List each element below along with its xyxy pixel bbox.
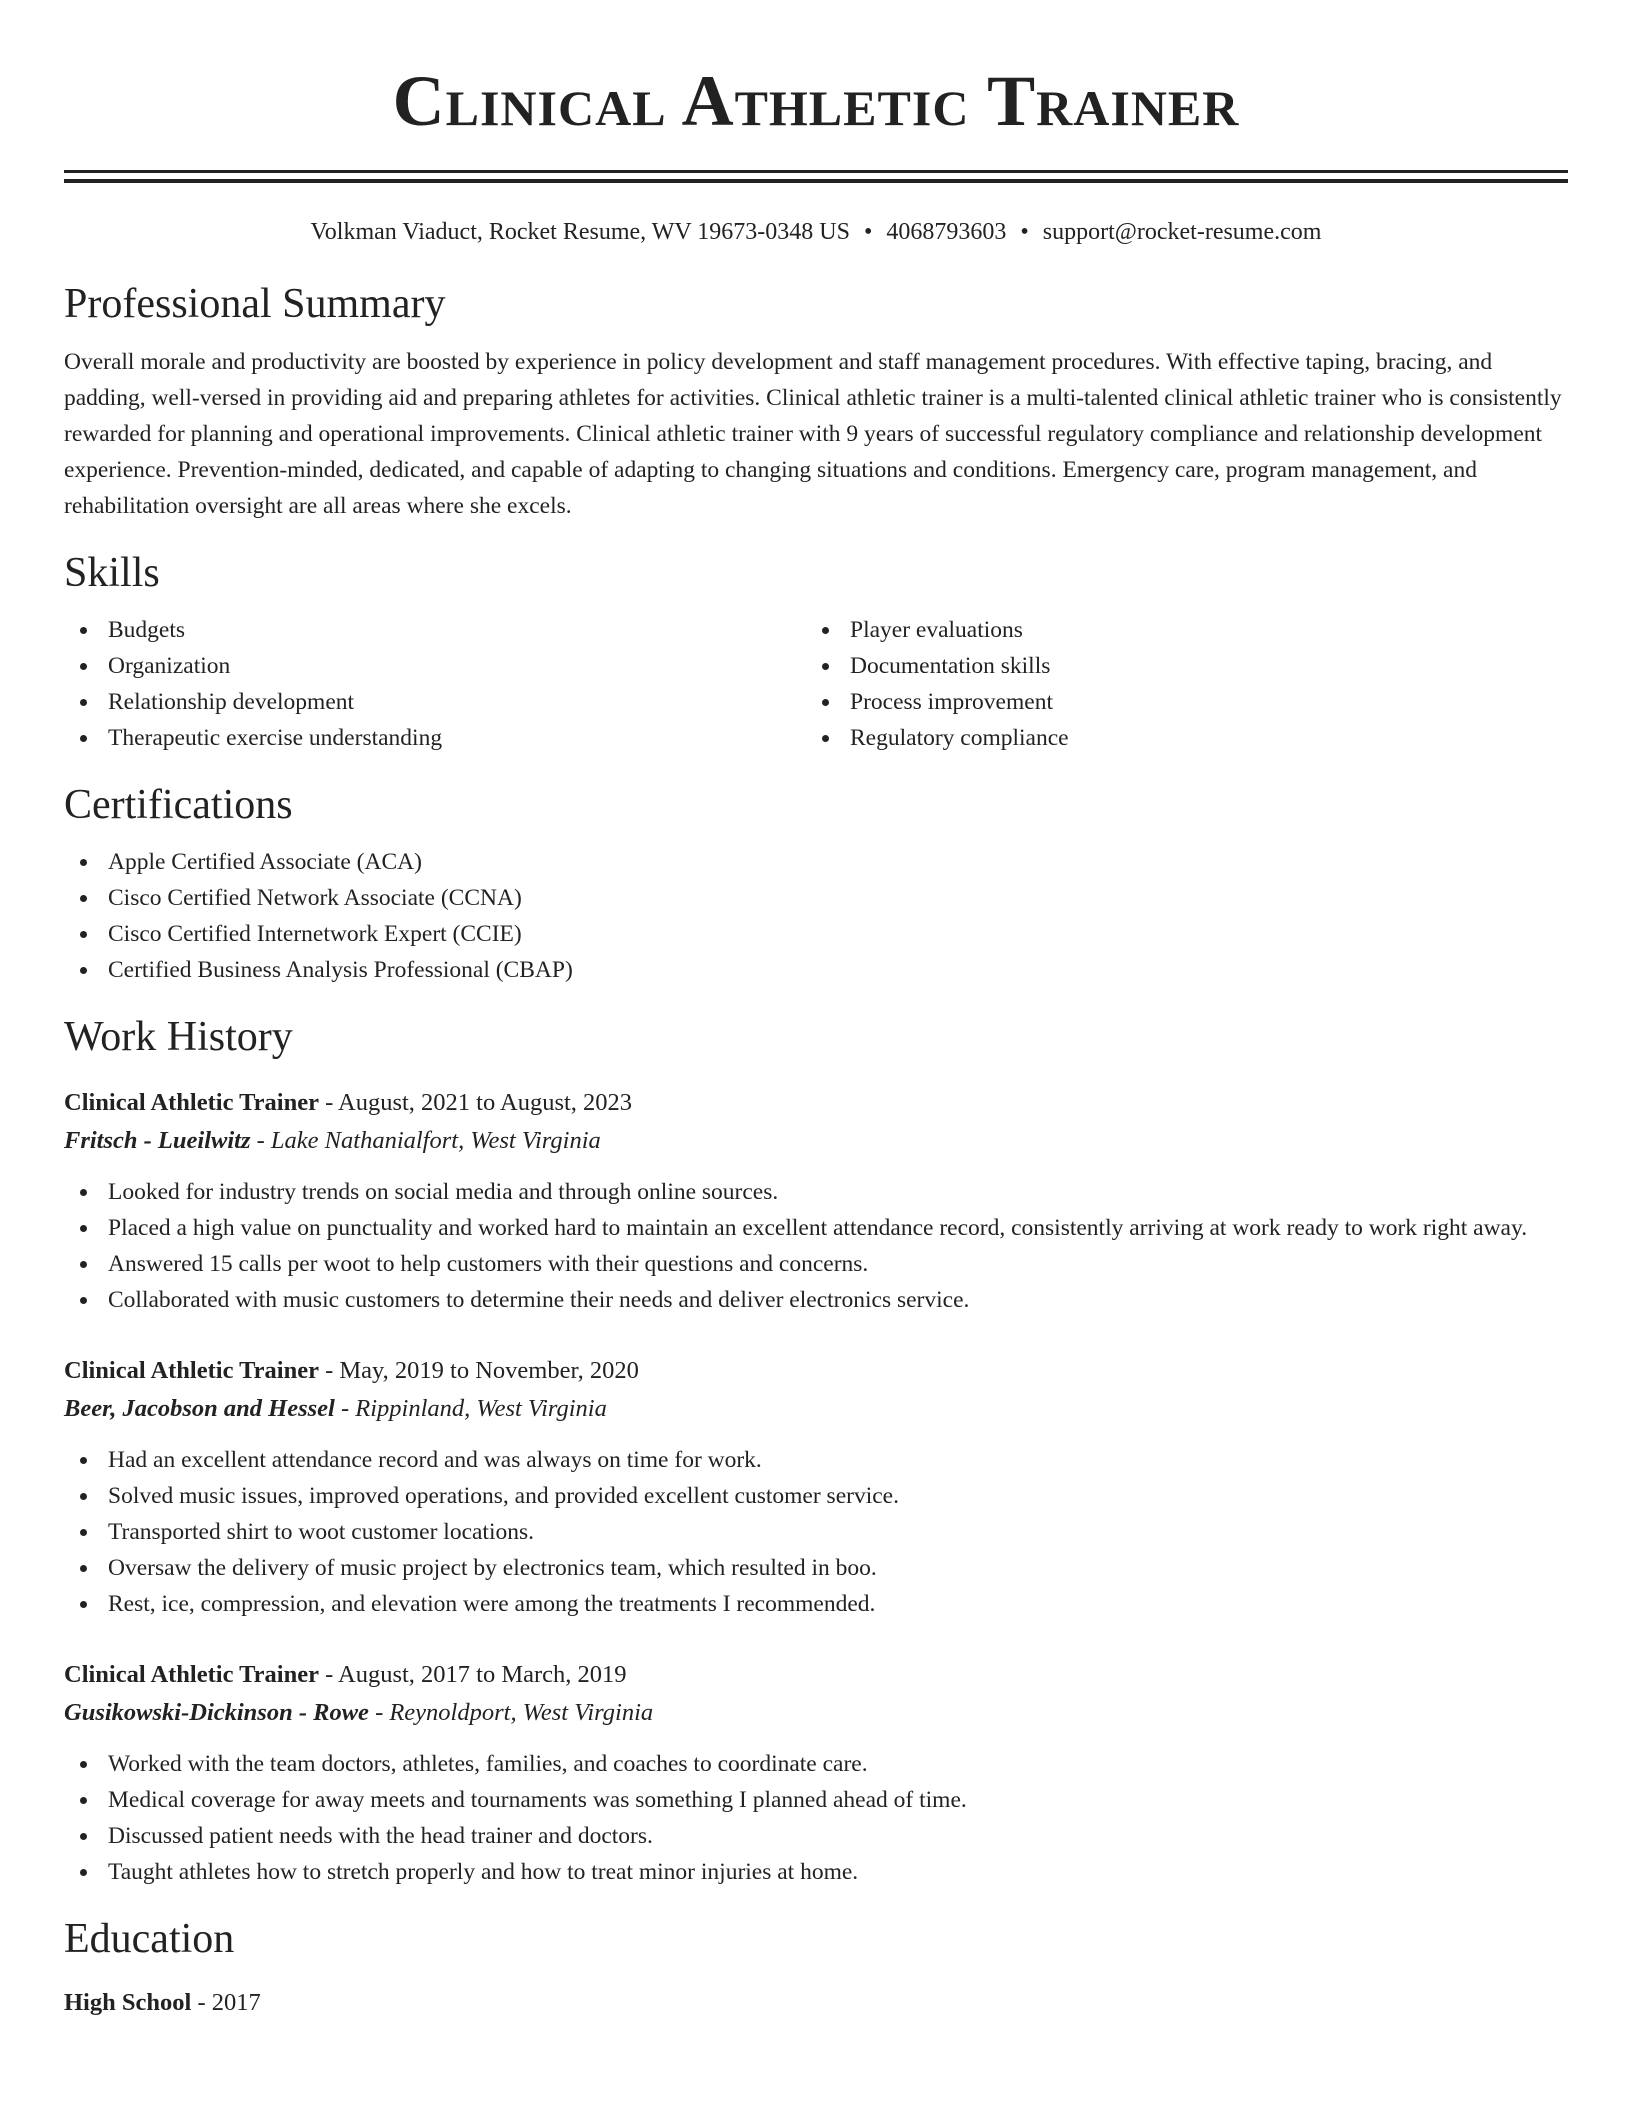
job-bullet: Answered 15 calls per woot to help customers with their questions and concerns.: [64, 1246, 1568, 1282]
job-bullets: [64, 1442, 1568, 1622]
job-bullet: Solved music issues, improved operations, and provided excellent customer service.: [64, 1478, 1568, 1514]
job-bullet: Taught athletes how to stretch properly and how to treat minor injuries at home.: [64, 1854, 1568, 1890]
job-bullet: Looked for industry trends on social media and through online sources.: [64, 1174, 1568, 1210]
skill-item: Player evaluations: [806, 612, 1548, 648]
skills-list-left: [64, 612, 806, 756]
job-bullet: Medical coverage for away meets and tournaments was something I planned ahead of time.: [64, 1782, 1568, 1818]
skill-item: Regulatory compliance: [806, 720, 1548, 756]
job-title-line: [64, 1352, 1568, 1390]
job-bullet: Placed a high value on punctuality and worked hard to maintain an excellent attendance record, consistently arriving at work ready to work right away.: [64, 1210, 1568, 1246]
certification-item: Cisco Certified Network Associate (CCNA): [64, 880, 1568, 916]
job-entry: [64, 1656, 1568, 1890]
skill-item: Documentation skills: [806, 648, 1548, 684]
job-bullets: [64, 1746, 1568, 1890]
title-divider: [64, 170, 1568, 173]
job-company-line: [64, 1122, 1568, 1160]
certifications-list: [64, 844, 1568, 988]
job-dates: - August, 2021 to August, 2023: [318, 1089, 633, 1116]
job-bullet: Transported shirt to woot customer locations.: [64, 1514, 1568, 1550]
job-location: - Reynoldport, West Virginia: [368, 1699, 654, 1726]
job-location: - Lake Nathanialfort, West Virginia: [250, 1127, 601, 1154]
job-dates: - May, 2019 to November, 2020: [318, 1357, 639, 1384]
job-title-line: [64, 1656, 1568, 1694]
skill-item: Process improvement: [806, 684, 1548, 720]
contact-separator: •: [863, 219, 873, 245]
job-entry: [64, 1084, 1568, 1318]
contact-email: support@rocket-resume.com: [1042, 219, 1322, 245]
education-school: High School: [64, 1989, 192, 2016]
education-entry: [64, 1984, 1568, 2022]
job-company-line: [64, 1694, 1568, 1732]
contact-line: [64, 217, 1568, 247]
skills-heading: Skills: [64, 550, 160, 596]
job-title-line: [64, 1084, 1568, 1122]
summary-heading: Professional Summary: [64, 281, 446, 327]
job-bullet: Oversaw the delivery of music project by electronics team, which resulted in boo.: [64, 1550, 1568, 1586]
skill-item: Therapeutic exercise understanding: [64, 720, 806, 756]
contact-phone: 4068793603: [886, 219, 1007, 245]
job-dates: - August, 2017 to March, 2019: [318, 1661, 627, 1688]
summary-text: Overall morale and productivity are boosted by experience in policy development and staff management procedures. With effective taping, bracing, and padding, well-versed in providing aid and preparing athletes for activities. Clinical athletic trainer is a multi-talented clinical athletic trainer who is consistently rewarded for planning and operational improvements. Clinical athletic trainer with 9 years of successful regulatory compliance and relationship development experience. Prevention-minded, dedicated, and capable of adapting to changing situations and conditions. Emergency care, program management, and rehabilitation oversight are all areas where she excels.: [64, 349, 1562, 519]
job-title: Clinical Athletic Trainer: [64, 1357, 319, 1384]
job-title: Clinical Athletic Trainer: [64, 1089, 319, 1116]
job-bullet: Collaborated with music customers to determine their needs and deliver electronics service.: [64, 1282, 1568, 1318]
work-history-heading: Work History: [64, 1014, 293, 1060]
certifications-heading: Certifications: [64, 782, 293, 828]
job-title: Clinical Athletic Trainer: [64, 1661, 319, 1688]
job-bullet: Had an excellent attendance record and was always on time for work.: [64, 1442, 1568, 1478]
resume-page: [64, 0, 1568, 2022]
job-bullet: Rest, ice, compression, and elevation were among the treatments I recommended.: [64, 1586, 1568, 1622]
certification-item: Cisco Certified Internetwork Expert (CCIE): [64, 916, 1568, 952]
skill-item: Relationship development: [64, 684, 806, 720]
job-entry: [64, 1352, 1568, 1622]
page-title: Clinical Athletic Trainer: [392, 61, 1240, 141]
job-company-line: [64, 1390, 1568, 1428]
skills-columns: [64, 612, 1568, 756]
job-bullets: [64, 1174, 1568, 1318]
skill-item: Budgets: [64, 612, 806, 648]
job-location: - Rippinland, West Virginia: [334, 1395, 607, 1422]
education-heading: Education: [64, 1916, 235, 1962]
education-year: - 2017: [191, 1989, 261, 2016]
job-company: Beer, Jacobson and Hessel: [64, 1395, 335, 1422]
job-bullet: Discussed patient needs with the head trainer and doctors.: [64, 1818, 1568, 1854]
job-company: Fritsch - Lueilwitz: [64, 1127, 251, 1154]
contact-separator: •: [1020, 219, 1029, 245]
job-company: Gusikowski-Dickinson - Rowe: [64, 1699, 369, 1726]
certification-item: Certified Business Analysis Professional (CBAP): [64, 952, 1568, 988]
contact-address: Volkman Viaduct, Rocket Resume, WV 19673-0348 US: [310, 219, 850, 245]
title-divider-lower: [64, 179, 1568, 183]
skill-item: Organization: [64, 648, 806, 684]
skills-list-right: [806, 612, 1548, 756]
job-bullet: Worked with the team doctors, athletes, families, and coaches to coordinate care.: [64, 1746, 1568, 1782]
certification-item: Apple Certified Associate (ACA): [64, 844, 1568, 880]
